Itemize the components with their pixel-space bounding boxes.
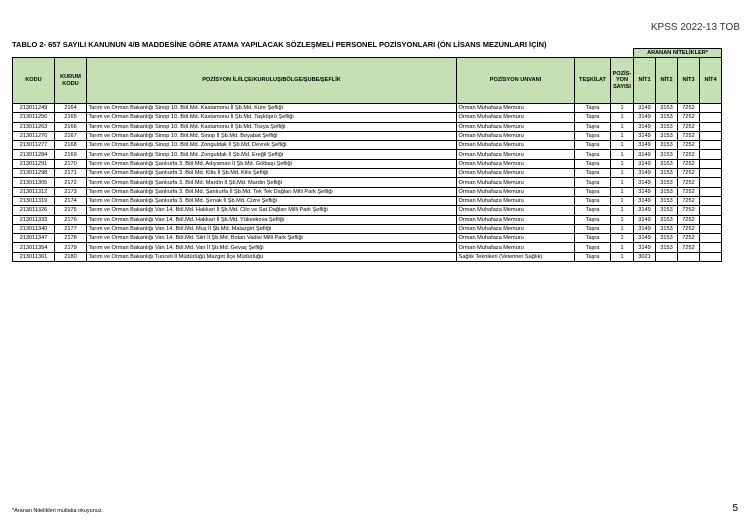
cell-pozisyon: Tarım ve Orman Bakanlığı Van 14. Böl.Md. Muş İl Şb.Md. Malazgirt Şefliği (87, 224, 457, 233)
cell-kurum-kodu: 2166 (55, 122, 87, 131)
cell-kurum-kodu: 2169 (55, 150, 87, 159)
cell-teskilat: Taşra (575, 159, 611, 168)
cell-unvan: Orman Muhafaza Memuru (457, 169, 575, 178)
cell-unvan: Orman Muhafaza Memuru (457, 243, 575, 252)
cell-kurum-kodu: 2179 (55, 243, 87, 252)
cell-sayi: 1 (611, 150, 634, 159)
cell-sayi: 1 (611, 224, 634, 233)
cell-teskilat: Taşra (575, 215, 611, 224)
cell-unvan: Orman Muhafaza Memuru (457, 224, 575, 233)
cell-nit3: 7252 (678, 178, 700, 187)
cell-nit4 (700, 131, 722, 140)
cell-sayi: 1 (611, 104, 634, 113)
cell-nit1: 3149 (634, 159, 656, 168)
cell-sayi: 1 (611, 234, 634, 243)
cell-pozisyon: Tarım ve Orman Bakanlığı Şanlıurfa 3. Böl.Md. Mardin İl Şb.Md. Mardin Şefliği (87, 178, 457, 187)
cell-sayi: 1 (611, 178, 634, 187)
cell-kurum-kodu: 2176 (55, 215, 87, 224)
cell-unvan: Orman Muhafaza Memuru (457, 113, 575, 122)
footnote: *Aranan Nitelikleri mutlaka okuyunuz. (12, 508, 104, 514)
table-row (13, 104, 722, 113)
cell-unvan: Orman Muhafaza Memuru (457, 178, 575, 187)
cell-teskilat: Taşra (575, 104, 611, 113)
cell-kurum-kodu: 2165 (55, 113, 87, 122)
cell-nit1: 3149 (634, 122, 656, 131)
cell-nit3: 7252 (678, 215, 700, 224)
cell-pozisyon: Tarım ve Orman Bakanlığı Şanlıurfa 3. Böl.Md. Kilis İl Şb.Md. Kilis Şefliği (87, 169, 457, 178)
cell-kodu: 213011361 (13, 252, 55, 261)
table-row (13, 113, 722, 122)
cell-kodu: 213011284 (13, 150, 55, 159)
cell-nit3: 7252 (678, 187, 700, 196)
cell-teskilat: Taşra (575, 169, 611, 178)
cell-nit3: 7252 (678, 150, 700, 159)
cell-nit2: 3153 (656, 122, 678, 131)
cell-kurum-kodu: 2168 (55, 141, 87, 150)
cell-kurum-kodu: 2177 (55, 224, 87, 233)
cell-kurum-kodu: 2171 (55, 169, 87, 178)
aranan-nitelikler-header: ARANAN NİTELİKLER* (634, 49, 722, 58)
cell-unvan: Orman Muhafaza Memuru (457, 187, 575, 196)
cell-unvan: Orman Muhafaza Memuru (457, 122, 575, 131)
cell-nit3: 7252 (678, 206, 700, 215)
col-nit4: NİT4 (700, 58, 722, 104)
col-nit1: NİT1 (634, 58, 656, 104)
cell-teskilat: Taşra (575, 206, 611, 215)
cell-nit3: 7252 (678, 159, 700, 168)
table-row (13, 178, 722, 187)
cell-kurum-kodu: 2173 (55, 187, 87, 196)
table-row (13, 243, 722, 252)
cell-kurum-kodu: 2164 (55, 104, 87, 113)
col-nit2: NİT2 (656, 58, 678, 104)
cell-kodu: 213011256 (13, 113, 55, 122)
cell-kodu: 213011263 (13, 122, 55, 131)
cell-unvan: Orman Muhafaza Memuru (457, 104, 575, 113)
col-nit3: NİT3 (678, 58, 700, 104)
cell-kodu: 213011333 (13, 215, 55, 224)
table-row (13, 150, 722, 159)
cell-teskilat: Taşra (575, 234, 611, 243)
cell-teskilat: Taşra (575, 113, 611, 122)
cell-kurum-kodu: 2175 (55, 206, 87, 215)
cell-pozisyon: Tarım ve Orman Bakanlığı Van 14. Böl.Md. Van İl Şb.Md. Gevaş Şefliği (87, 243, 457, 252)
cell-kurum-kodu: 2170 (55, 159, 87, 168)
cell-teskilat: Taşra (575, 131, 611, 140)
cell-nit2: 3153 (656, 206, 678, 215)
cell-teskilat: Taşra (575, 243, 611, 252)
cell-sayi: 1 (611, 159, 634, 168)
cell-teskilat: Taşra (575, 178, 611, 187)
cell-nit4 (700, 206, 722, 215)
cell-nit4 (700, 159, 722, 168)
cell-nit4 (700, 187, 722, 196)
col-sayi: POZİS-YON SAYISI (611, 58, 634, 104)
cell-pozisyon: Tarım ve Orman Bakanlığı Şanlıurfa 3. Böl.Md. Şırnak İl Şb.Md. Cizre Şefliği (87, 196, 457, 205)
exam-label: KPSS 2022-13 TOB (650, 22, 740, 33)
cell-pozisyon: Tarım ve Orman Bakanlığı Van 14. Böl.Md. Hakkari İl Şb.Md. Cilo ve Sat Dağları Milli Park Şefliği (87, 206, 457, 215)
cell-nit3: 7252 (678, 113, 700, 122)
cell-unvan: Orman Muhafaza Memuru (457, 234, 575, 243)
table-row (13, 131, 722, 140)
cell-nit4 (700, 178, 722, 187)
cell-teskilat: Taşra (575, 196, 611, 205)
cell-nit2: 3153 (656, 234, 678, 243)
cell-pozisyon: Tarım ve Orman Bakanlığı Sinop 10. Böl.Md. Zonguldak İl Şb.Md. Ereğli Şefliği (87, 150, 457, 159)
col-teskilat: TEŞKİLAT (575, 58, 611, 104)
cell-nit3: 7252 (678, 196, 700, 205)
cell-nit1: 3149 (634, 113, 656, 122)
cell-nit1: 3149 (634, 243, 656, 252)
cell-nit1: 3149 (634, 169, 656, 178)
table-row (13, 187, 722, 196)
table-row (13, 234, 722, 243)
cell-nit3: 7252 (678, 104, 700, 113)
table-row (13, 252, 722, 261)
cell-kurum-kodu: 2180 (55, 252, 87, 261)
cell-sayi: 1 (611, 131, 634, 140)
cell-sayi: 1 (611, 169, 634, 178)
cell-pozisyon: Tarım ve Orman Bakanlığı Sinop 10. Böl.Md. Kastamonu İl Şb.Md. Tosya Şefliği (87, 122, 457, 131)
cell-nit1: 3149 (634, 234, 656, 243)
cell-nit2: 3153 (656, 178, 678, 187)
cell-sayi: 1 (611, 113, 634, 122)
cell-unvan: Orman Muhafaza Memuru (457, 159, 575, 168)
cell-unvan: Orman Muhafaza Memuru (457, 196, 575, 205)
cell-teskilat: Taşra (575, 141, 611, 150)
cell-nit4 (700, 141, 722, 150)
cell-kodu: 213011340 (13, 224, 55, 233)
cell-nit2: 3153 (656, 131, 678, 140)
col-pozisyon: POZİSYON İL/İLÇE/KURULUŞ/BÖLGE/ŞUBE/ŞEFLİK (87, 58, 457, 104)
cell-nit2: 3153 (656, 169, 678, 178)
cell-nit2: 3153 (656, 187, 678, 196)
cell-nit1: 3149 (634, 187, 656, 196)
cell-sayi: 1 (611, 141, 634, 150)
cell-teskilat: Taşra (575, 224, 611, 233)
table-row (13, 206, 722, 215)
cell-kodu: 213011305 (13, 178, 55, 187)
cell-kodu: 213011319 (13, 196, 55, 205)
cell-sayi: 1 (611, 243, 634, 252)
cell-nit3: 7252 (678, 169, 700, 178)
cell-pozisyon: Tarım ve Orman Bakanlığı Sinop 10. Böl.Md. Kastamonu İl Şb.Md. Taşköprü Şefliği (87, 113, 457, 122)
cell-kodu: 213011291 (13, 159, 55, 168)
cell-nit1: 3149 (634, 196, 656, 205)
col-unvan: POZİSYON UNVANI (457, 58, 575, 104)
cell-nit1: 3021 (634, 252, 656, 261)
cell-kodu: 213011312 (13, 187, 55, 196)
table-row (13, 215, 722, 224)
cell-nit3 (678, 252, 700, 261)
cell-nit1: 3149 (634, 178, 656, 187)
cell-kurum-kodu: 2167 (55, 131, 87, 140)
cell-kodu: 213011277 (13, 141, 55, 150)
table-row (13, 159, 722, 168)
cell-nit4 (700, 150, 722, 159)
cell-nit4 (700, 122, 722, 131)
cell-nit2: 3153 (656, 224, 678, 233)
cell-nit4 (700, 234, 722, 243)
table-body (13, 104, 722, 262)
cell-kodu: 213011354 (13, 243, 55, 252)
table-title: TABLO 2- 657 SAYILI KANUNUN 4/B MADDESİNE GÖRE ATAMA YAPILACAK SÖZLEŞMELİ PERSONEL POZİSYONLARI (ÖN LİSANS MEZUNLARI İÇİN) (12, 40, 547, 49)
cell-kurum-kodu: 2178 (55, 234, 87, 243)
cell-nit2 (656, 252, 678, 261)
cell-nit2: 3153 (656, 243, 678, 252)
cell-pozisyon: Tarım ve Orman Bakanlığı Sinop 10. Böl.Md. Sinop İl Şb.Md. Boyabat Şefliği (87, 131, 457, 140)
cell-unvan: Orman Muhafaza Memuru (457, 215, 575, 224)
cell-pozisyon: Tarım ve Orman Bakanlığı Tunceli İl Müdürlüğü Mazgirt İlçe Müdürlüğü (87, 252, 457, 261)
cell-nit2: 3153 (656, 113, 678, 122)
cell-nit3: 7252 (678, 234, 700, 243)
table-row (13, 122, 722, 131)
cell-teskilat: Taşra (575, 122, 611, 131)
col-kurum-kodu: KURUM KODU (55, 58, 87, 104)
page-number: 5 (732, 503, 738, 514)
cell-kodu: 213011249 (13, 104, 55, 113)
table-row (13, 224, 722, 233)
cell-pozisyon: Tarım ve Orman Bakanlığı Sinop 10. Böl.Md. Kastamonu İl Şb.Md. Küre Şefliği (87, 104, 457, 113)
cell-kodu: 213011270 (13, 131, 55, 140)
cell-nit2: 3153 (656, 104, 678, 113)
cell-kodu: 213011298 (13, 169, 55, 178)
cell-nit1: 3149 (634, 141, 656, 150)
cell-pozisyon: Tarım ve Orman Bakanlığı Şanlıurfa 3. Böl.Md. Adıyaman İl Şb.Md. Gölbaşı Şefliği (87, 159, 457, 168)
cell-nit3: 7252 (678, 131, 700, 140)
col-kodu: KODU (13, 58, 55, 104)
cell-nit4 (700, 169, 722, 178)
cell-teskilat: Taşra (575, 252, 611, 261)
cell-pozisyon: Tarım ve Orman Bakanlığı Van 14. Böl.Md. Hakkari İl Şb.Md. Yüksekova Şefliği (87, 215, 457, 224)
cell-sayi: 1 (611, 206, 634, 215)
cell-kurum-kodu: 2174 (55, 196, 87, 205)
cell-nit2: 3153 (656, 150, 678, 159)
cell-nit1: 3149 (634, 104, 656, 113)
cell-pozisyon: Tarım ve Orman Bakanlığı Şanlıurfa 3. Böl.Md. Şanlıurfa İl Şb.Md. Tek Tek Dağları Milli Park Şefliği (87, 187, 457, 196)
cell-unvan: Orman Muhafaza Memuru (457, 150, 575, 159)
cell-nit4 (700, 224, 722, 233)
cell-nit1: 3149 (634, 224, 656, 233)
cell-nit4 (700, 243, 722, 252)
cell-sayi: 1 (611, 187, 634, 196)
cell-nit2: 3153 (656, 215, 678, 224)
cell-nit4 (700, 113, 722, 122)
cell-nit1: 3149 (634, 131, 656, 140)
cell-nit3: 7252 (678, 224, 700, 233)
cell-nit3: 7252 (678, 141, 700, 150)
cell-nit2: 3153 (656, 196, 678, 205)
cell-nit2: 3153 (656, 141, 678, 150)
cell-unvan: Sağlık Teknikeri (Veteriner Sağlık) (457, 252, 575, 261)
table-row (13, 169, 722, 178)
cell-nit4 (700, 196, 722, 205)
cell-unvan: Orman Muhafaza Memuru (457, 206, 575, 215)
cell-sayi: 1 (611, 252, 634, 261)
cell-nit1: 3149 (634, 206, 656, 215)
cell-nit1: 3149 (634, 150, 656, 159)
cell-nit1: 3149 (634, 215, 656, 224)
cell-kodu: 213011326 (13, 206, 55, 215)
cell-nit4 (700, 104, 722, 113)
cell-pozisyon: Tarım ve Orman Bakanlığı Sinop 10. Böl.Md. Zonguldak İl Şb.Md. Devrek Şefliği (87, 141, 457, 150)
cell-sayi: 1 (611, 215, 634, 224)
table-row (13, 196, 722, 205)
table-row (13, 141, 722, 150)
cell-teskilat: Taşra (575, 150, 611, 159)
cell-pozisyon: Tarım ve Orman Bakanlığı Van 14. Böl.Md. Siirt İl Şb.Md. Botan Vadisi Milli Park Şefliği (87, 234, 457, 243)
cell-nit4 (700, 215, 722, 224)
cell-unvan: Orman Muhafaza Memuru (457, 141, 575, 150)
cell-nit4 (700, 252, 722, 261)
cell-sayi: 1 (611, 122, 634, 131)
cell-kurum-kodu: 2172 (55, 178, 87, 187)
cell-kodu: 213011347 (13, 234, 55, 243)
cell-nit2: 3153 (656, 159, 678, 168)
positions-table (12, 48, 722, 262)
cell-teskilat: Taşra (575, 187, 611, 196)
cell-nit3: 7252 (678, 122, 700, 131)
cell-unvan: Orman Muhafaza Memuru (457, 131, 575, 140)
cell-nit3: 7252 (678, 243, 700, 252)
cell-sayi: 1 (611, 196, 634, 205)
